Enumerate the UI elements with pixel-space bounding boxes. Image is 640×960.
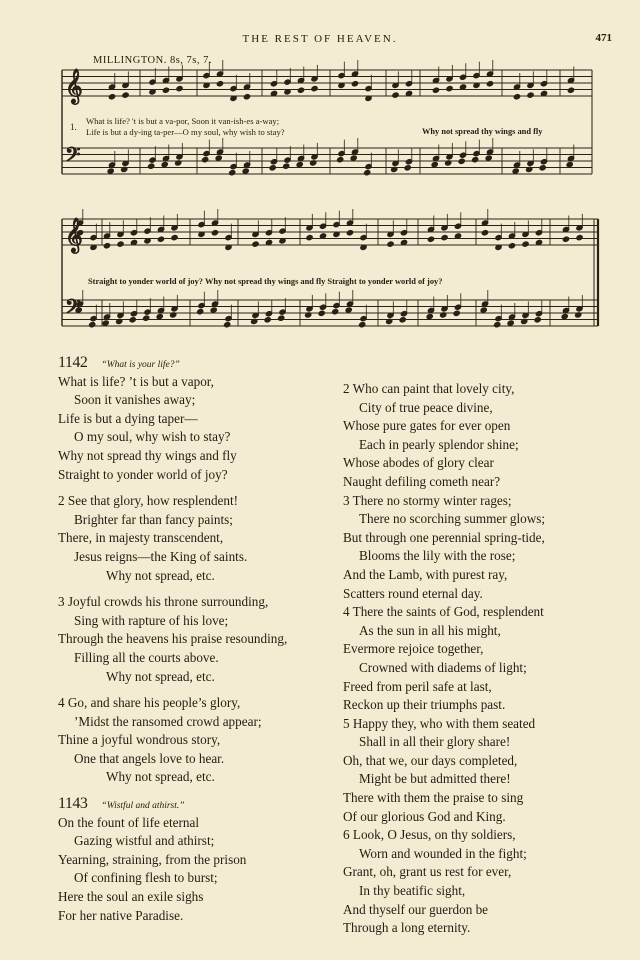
hymn-line: Straight to yonder world of joy? [58,466,228,482]
hymn-line: Blooms the lily with the rose; [359,548,516,564]
hymn-line: Whose abodes of glory clear [343,455,494,471]
stanza-gap [58,686,287,694]
hymn-line: As the sun in all his might, [359,622,501,638]
hymn-line: For her native Paradise. [58,907,184,923]
hymn-line: Scatters round eternal day. [343,585,483,601]
hymn-line: 2 See that glory, how resplendent! [58,493,239,509]
hymn-line: And the Lamb, with purest ray, [343,566,508,582]
music-score [0,0,640,360]
stanza-gap [58,585,287,593]
svg-text:𝄞: 𝄞 [65,218,83,253]
hymn-line: City of true peace divine, [359,399,493,415]
score-lyric-line-1: What is life? 't is but a va-por, Soon it van-ish-es a-way; [86,116,280,126]
hymn-line: Evermore rejoice together, [343,641,484,657]
hymn-line: Life is but a dying taper— [58,410,198,426]
hymn-line: There, in majesty transcendent, [58,530,224,546]
right-column-stanzas [343,380,545,938]
hymn-1142-continued [343,380,545,938]
hymn-line: Whose pure gates for ever open [343,418,511,434]
svg-text:𝄞: 𝄞 [65,69,83,104]
verse-label: 1. [70,122,77,132]
hymn-line: Oh, that we, our days completed, [343,752,518,768]
hymn-line: Why not spread, etc. [106,668,215,684]
hymn-line: In thy beatific sight, [359,883,466,899]
hymn-line: 6 Look, O Jesus, on thy soldiers, [343,827,516,843]
hymn-line: O my soul, why wish to stay? [74,429,231,445]
hymn-line: Through a long eternity. [343,920,471,936]
page-number: 471 [595,32,612,44]
hymn-line: One that angels love to hear. [74,750,225,766]
hymn-line: ’Midst the ransomed crowd appear; [74,713,262,729]
hymn-line: 2 Who can paint that lovely city, [343,381,515,396]
tune-name: MILLINGTON. 8s, 7s, 7. [93,55,213,66]
hymn-line: Yearning, straining, from the prison [58,851,247,867]
hymn-line: Jesus reigns—the King of saints. [74,548,248,564]
hymn-line: Each in pearly splendor shine; [359,436,519,452]
hymn-line: Here the soul an exile sighs [58,889,204,905]
hymn-line: Crowned with diadems of light; [359,659,527,675]
hymn-line: There no scorching summer glows; [359,511,546,527]
svg-text:𝄢: 𝄢 [65,295,81,323]
hymn-line: Filling all the courts above. [74,649,219,665]
hymn-line: Why not spread, etc. [106,769,215,785]
hymn-line: And thyself our guerdon be [343,901,489,917]
hymn-line: Reckon up their triumphs past. [343,697,506,713]
hymn-number: 1143 [58,795,88,813]
hymn-1142 [58,354,287,925]
hymn-line: Thine a joyful wondrous story, [58,732,221,748]
score-lyric-line-3: Straight to yonder world of joy? Why not spread thy wings and fly Straight to yonder world of joy? [88,277,443,286]
hymn-line: Why not spread thy wings and fly [58,447,237,463]
hymn-subtitle: “Wistful and athirst.” [101,801,185,812]
hymn-1142-stanzas [58,373,287,787]
hymn-line: Might be but admitted there! [359,771,511,787]
score-lyric-line-2: Life is but a dy-ing ta-per—O my soul, why wish to stay? [86,127,285,137]
hymn-line: What is life? ’t is but a vapor, [58,373,214,389]
running-title: THE REST OF HEAVEN. [242,33,398,45]
stanza-gap [58,484,287,492]
hymn-line: Of our glorious God and King. [343,808,506,824]
hymn-line: 5 Happy they, who with them seated [343,715,536,731]
svg-text:𝄢: 𝄢 [65,143,81,171]
hymn-subtitle: “What is your life?” [101,360,180,370]
hymn-line: Why not spread, etc. [106,567,215,583]
hymn-line: Freed from peril safe at last, [343,678,492,694]
hymn-number: 1142 [58,354,88,371]
hymn-line: Worn and wounded in the fight; [359,845,527,861]
hymn-line: Soon it vanishes away; [74,392,196,408]
hymn-line: 4 There the saints of God, resplendent [343,604,544,620]
hymn-line: There with them the praise to sing [343,790,524,806]
hymn-line: On the fount of life eternal [58,814,199,830]
hymn-line: 3 Joyful crowds his throne surrounding, [58,594,269,610]
hymn-1143-lines [58,814,287,926]
hymn-line: 3 There no stormy winter rages; [343,492,512,508]
hymn-line: Of confining flesh to burst; [74,870,218,886]
hymn-line: But through one perennial spring-tide, [343,529,545,545]
score-lyric-refrain: Why not spread thy wings and fly [422,127,543,136]
hymn-line: 4 Go, and share his people’s glory, [58,695,241,711]
hymn-line: Naught defiling cometh near? [343,473,501,489]
hymn-line: Grant, oh, grant us rest for ever, [343,864,512,880]
hymn-line: Through the heavens his praise resounding, [58,631,288,647]
hymn-line: Sing with rapture of his love; [74,612,229,628]
hymn-line: Gazing wistful and athirst; [74,833,215,849]
hymn-line: Shall in all their glory share! [359,734,511,750]
hymn-line: Brighter far than fancy paints; [74,511,233,527]
